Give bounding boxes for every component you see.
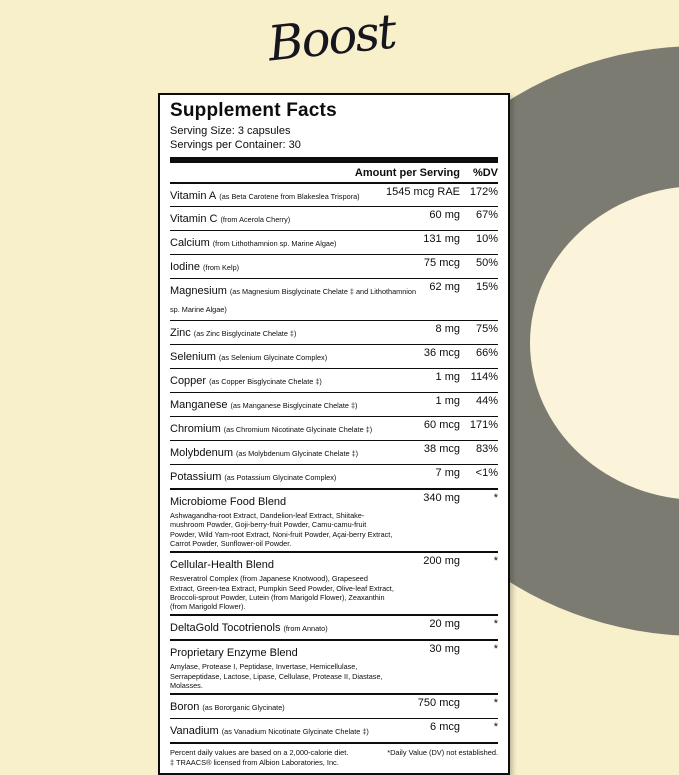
nutrient-source: (as Molybdenum Glycinate Chelate ‡) xyxy=(235,448,359,458)
nutrient-row xyxy=(170,231,498,255)
blend-row xyxy=(170,553,498,616)
nutrient-amount: 75 mcg xyxy=(423,257,460,270)
nutrient-amount: 20 mg xyxy=(429,618,460,631)
nutrient-amount: 1 mg xyxy=(435,395,460,408)
blend-row xyxy=(170,490,498,553)
nutrient-dv: <1% xyxy=(475,466,498,479)
nutrient-amount: 36 mcg xyxy=(423,347,460,360)
nutrient-dv: 66% xyxy=(475,347,498,360)
nutrient-dv: 172% xyxy=(469,185,498,198)
footnote-dv-not-established: *Daily Value (DV) not established. xyxy=(387,747,498,757)
footnotes xyxy=(170,744,498,769)
blend-name: Microbiome Food Blend xyxy=(170,495,287,508)
nutrient-source: (as Potassium Glycinate Complex) xyxy=(224,472,337,482)
nutrient-source: (as Beta Carotene from Blakeslea Trispora) xyxy=(219,191,360,201)
nutrient-row xyxy=(170,279,498,321)
nutrient-source: (as Selenium Glycinate Complex) xyxy=(218,353,328,363)
nutrient-dv: 114% xyxy=(470,371,498,384)
blend-dv: * xyxy=(493,642,498,655)
nutrient-source: (from Acerola Cherry) xyxy=(220,215,291,225)
nutrient-amount: 38 mcg xyxy=(423,442,460,455)
nutrient-amount: 131 mg xyxy=(423,233,460,246)
nutrient-name: DeltaGold Tocotrienols xyxy=(170,622,281,635)
nutrient-amount: 1545 mcg RAE xyxy=(386,185,460,198)
nutrient-source: (as Copper Bisglycinate Chelate ‡) xyxy=(209,377,322,387)
nutrient-row xyxy=(170,255,498,279)
nutrient-row xyxy=(170,417,498,441)
servings-per-container: Servings per Container: 30 xyxy=(170,139,301,152)
brand-script: Boost xyxy=(265,3,398,73)
blend-ingredients: Amylase, Protease I, Peptidase, Invertase, Hemicellulase, Serrapeptidase, Lactose, Lipase, Cellulase, Protease II, Diastase, Molasses. xyxy=(170,662,383,690)
column-header-dv: %DV xyxy=(472,166,498,179)
nutrient-amount: 62 mg xyxy=(429,281,460,294)
blend-row xyxy=(170,641,498,695)
nutrient-name: Vanadium xyxy=(170,724,219,737)
nutrient-dv: 10% xyxy=(475,233,498,246)
nutrient-dv: 75% xyxy=(475,323,498,336)
nutrient-row xyxy=(170,207,498,231)
nutrient-name: Zinc xyxy=(170,327,191,340)
nutrient-name: Molybdenum xyxy=(170,446,233,459)
nutrient-amount: 8 mg xyxy=(435,323,460,336)
nutrient-row xyxy=(170,321,498,345)
nutrient-dv: 83% xyxy=(475,442,498,455)
blend-dv: * xyxy=(493,554,498,567)
nutrient-dv: 67% xyxy=(475,209,498,222)
blend-ingredients: Ashwagandha-root Extract, Dandelion-leaf Extract, Shiitake-mushroom Powder, Goji-berry-fruit Powder, Camu-camu-fruit Powder, Wild Yam-root Extract, Noni-fruit Powder, Açai-berry Extract, Carrot Powder, Sunflower-oil Powder. xyxy=(170,511,393,548)
nutrient-source: (as Vanadium Nicotinate Glycinate Chelate ‡) xyxy=(221,726,369,736)
nutrient-source: (from Annato) xyxy=(283,624,328,634)
nutrient-row xyxy=(170,616,498,641)
nutrient-row xyxy=(170,345,498,369)
label-title: Supplement Facts xyxy=(170,100,337,121)
nutrient-name: Vitamin C xyxy=(170,213,218,226)
nutrient-dv: 50% xyxy=(475,257,498,270)
nutrient-dv: 171% xyxy=(469,418,498,431)
footnote-calorie: Percent daily values are based on a 2,000-calorie diet. xyxy=(170,747,349,757)
footnote-traacs: ‡ TRAACS® licensed from Albion Laboratories, Inc. xyxy=(170,757,339,767)
nutrient-row xyxy=(170,465,498,490)
nutrient-source: (from Kelp) xyxy=(202,263,240,273)
nutrient-name: Vitamin A xyxy=(170,189,217,202)
nutrient-row xyxy=(170,369,498,393)
nutrient-amount: 750 mcg xyxy=(417,696,460,709)
column-header-amount: Amount per Serving xyxy=(354,166,460,179)
nutrient-source: (as Zinc Bisglycinate Chelate ‡) xyxy=(193,329,297,339)
supplement-label-card xyxy=(158,93,510,775)
blend-ingredients: Resveratrol Complex (from Japanese Knotwood), Grapeseed Extract, Green-tea Extract, Pumpkin Seed Powder, Olive-leaf Extract, Broccoli-sprout Powder, Lutein (from Marigold Flower), Zeaxanthin (from Marigold Flower). xyxy=(170,574,394,612)
nutrient-name: Chromium xyxy=(170,422,221,435)
nutrient-amount: 60 mg xyxy=(429,209,460,222)
nutrient-amount: 6 mcg xyxy=(430,720,460,733)
nutrient-name: Boron xyxy=(170,700,200,713)
nutrient-row xyxy=(170,393,498,417)
nutrient-amount: 1 mg xyxy=(435,371,460,384)
nutrient-name: Magnesium xyxy=(170,285,227,298)
nutrient-dv: 44% xyxy=(475,395,498,408)
blend-amount: 30 mg xyxy=(429,642,460,655)
nutrient-row xyxy=(170,441,498,465)
blend-amount: 200 mg xyxy=(423,554,460,567)
nutrient-dv: * xyxy=(493,696,498,709)
nutrient-dv: * xyxy=(493,618,498,631)
nutrient-amount: 60 mcg xyxy=(423,418,460,431)
serving-size: Serving Size: 3 capsules xyxy=(170,124,291,137)
nutrient-name: Copper xyxy=(170,375,207,388)
nutrient-name: Calcium xyxy=(170,237,210,250)
nutrient-source: (as Magnesium Bisglycinate Chelate ‡ and Lithothamnion sp. Marine Algae) xyxy=(170,287,417,315)
nutrient-source: (as Chromium Nicotinate Glycinate Chelate ‡) xyxy=(223,424,373,434)
blend-dv: * xyxy=(493,491,498,504)
nutrient-row xyxy=(170,719,498,744)
blend-name: Proprietary Enzyme Blend xyxy=(170,646,298,659)
column-header-row xyxy=(170,163,498,184)
nutrient-dv: 15% xyxy=(475,281,498,294)
nutrient-amount: 7 mg xyxy=(435,466,460,479)
nutrient-name: Iodine xyxy=(170,261,200,274)
nutrient-name: Selenium xyxy=(170,351,216,364)
nutrient-row xyxy=(170,184,498,208)
nutrient-name: Manganese xyxy=(170,399,228,412)
nutrient-row xyxy=(170,695,498,719)
nutrient-source: (as Manganese Bisglycinate Chelate ‡) xyxy=(230,401,358,411)
nutrient-name: Potassium xyxy=(170,470,222,483)
nutrient-source: (from Lithothamnion sp. Marine Algae) xyxy=(212,239,337,249)
nutrient-dv: * xyxy=(493,720,498,733)
blend-amount: 340 mg xyxy=(423,491,460,504)
nutrient-source: (as Bororganic Glycinate) xyxy=(202,702,285,712)
blend-name: Cellular-Health Blend xyxy=(170,558,274,571)
